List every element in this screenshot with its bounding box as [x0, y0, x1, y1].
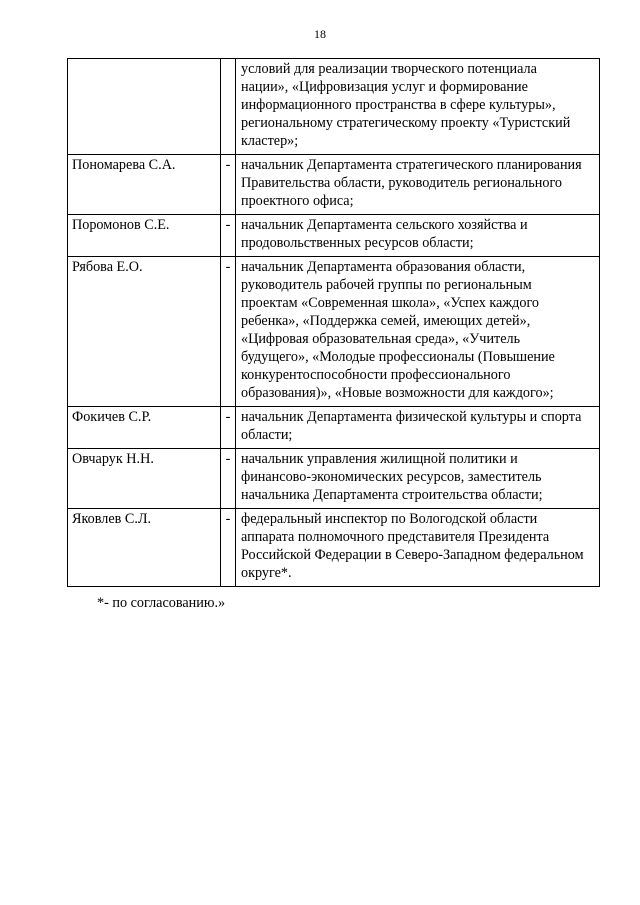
description-line: ребенка», «Поддержка семей, имеющих детей»,: [241, 313, 531, 329]
member-name: Рябова Е.О.: [68, 257, 221, 407]
member-name: Пономарева С.А.: [68, 155, 221, 215]
table-row: [68, 215, 600, 257]
member-description: [236, 155, 600, 215]
description-line: округе*.: [241, 565, 292, 581]
description-line: будущего», «Молодые профессионалы (Повышение: [241, 349, 555, 365]
description-line: руководитель рабочей группы по региональным: [241, 277, 532, 293]
table-row: [68, 407, 600, 449]
description-line: области;: [241, 427, 293, 443]
dash-cell: [221, 59, 236, 155]
dash-cell: -: [221, 215, 236, 257]
member-description: [236, 407, 600, 449]
description-line: начальник управления жилищной политики и: [241, 451, 518, 467]
description-line: нации», «Цифровизация услуг и формирование: [241, 79, 528, 95]
member-description: [236, 257, 600, 407]
description-line: финансово-экономических ресурсов, заместитель: [241, 469, 542, 485]
description-line: кластер»;: [241, 133, 299, 149]
member-description: [236, 449, 600, 509]
member-name: Яковлев С.Л.: [68, 509, 221, 587]
description-line: аппарата полномочного представителя Президента: [241, 529, 550, 545]
member-name: [68, 59, 221, 155]
table-row: [68, 449, 600, 509]
table-row: [68, 155, 600, 215]
description-line: региональному стратегическому проекту «Туристский: [241, 115, 571, 131]
description-line: начальник Департамента стратегического планирования: [241, 157, 582, 173]
description-line: начальник Департамента физической культуры и спорта: [241, 409, 582, 425]
description-line: федеральный инспектор по Вологодской области: [241, 511, 538, 527]
footnote: *- по согласованию.»: [97, 595, 226, 611]
page-number: 18: [314, 27, 326, 41]
dash-cell: -: [221, 155, 236, 215]
member-description: [236, 59, 600, 155]
table-row: [68, 509, 600, 587]
description-line: «Цифровая образовательная среда», «Учитель: [241, 331, 521, 347]
description-line: конкурентоспособности профессионального: [241, 367, 511, 383]
description-line: условий для реализации творческого потенциала: [241, 61, 537, 77]
description-line: информационного пространства в сфере культуры»,: [241, 97, 556, 113]
dash-cell: -: [221, 449, 236, 509]
members-table: [67, 58, 600, 587]
description-line: проектам «Современная школа», «Успех каждого: [241, 295, 540, 311]
member-name: Овчарук Н.Н.: [68, 449, 221, 509]
member-name: Поромонов С.Е.: [68, 215, 221, 257]
description-line: продовольственных ресурсов области;: [241, 235, 474, 251]
dash-cell: -: [221, 407, 236, 449]
dash-cell: -: [221, 257, 236, 407]
description-line: начальник Департамента сельского хозяйства и: [241, 217, 528, 233]
description-line: начальник Департамента образования области,: [241, 259, 526, 275]
member-description: [236, 215, 600, 257]
description-line: Российской Федерации в Северо-Западном федеральном: [241, 547, 584, 563]
table-row: [68, 257, 600, 407]
dash-cell: -: [221, 509, 236, 587]
description-line: проектного офиса;: [241, 193, 354, 209]
table-row: [68, 59, 600, 155]
description-line: образования)», «Новые возможности для каждого»;: [241, 385, 554, 401]
description-line: начальника Департамента строительства области;: [241, 487, 543, 503]
member-name: Фокичев С.Р.: [68, 407, 221, 449]
description-line: Правительства области, руководитель регионального: [241, 175, 563, 191]
member-description: [236, 509, 600, 587]
